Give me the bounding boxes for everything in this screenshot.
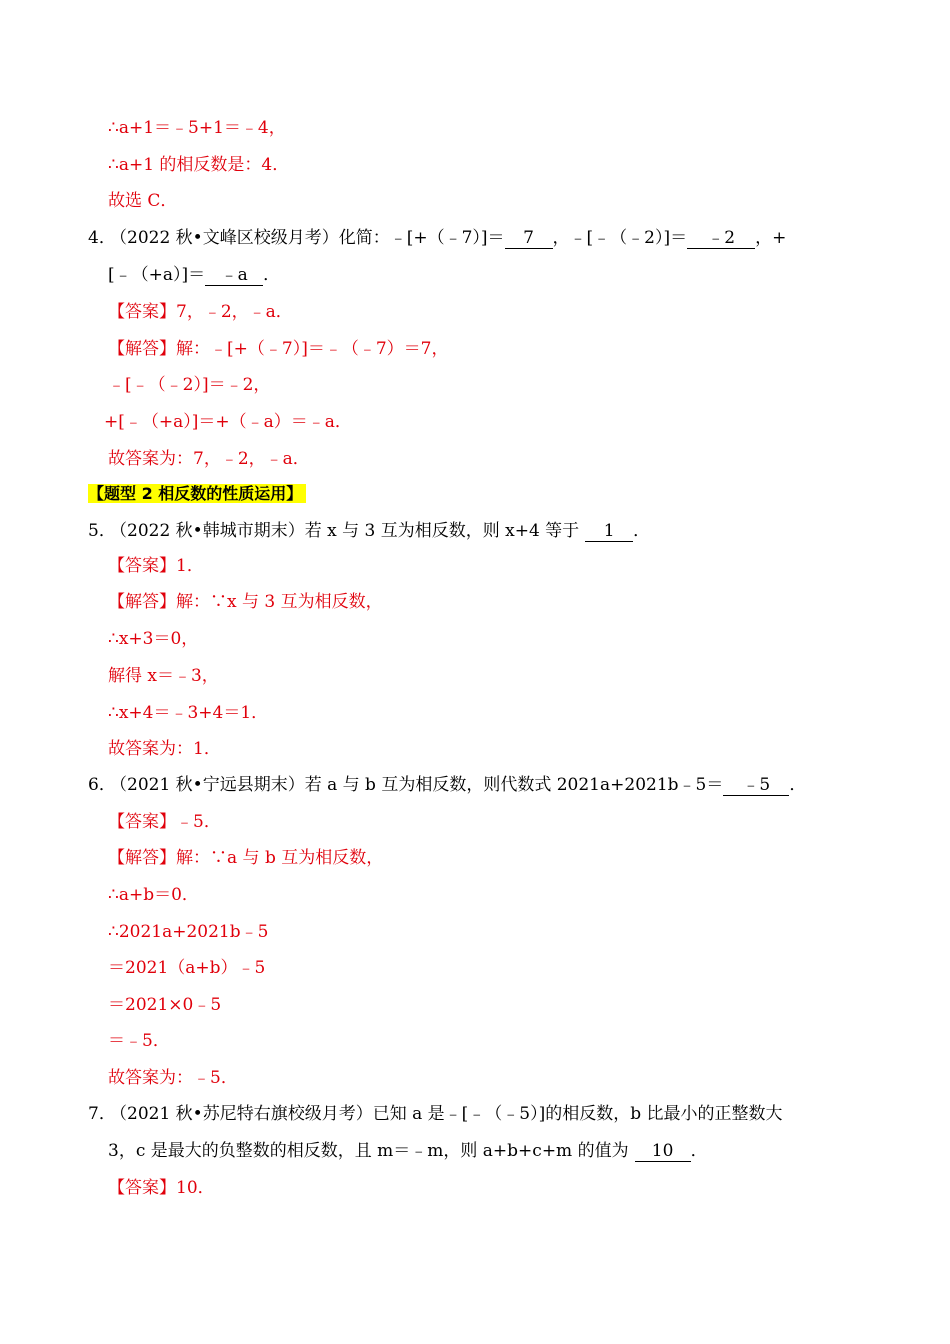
solution-line: 故答案为：7，﹣2，﹣a． <box>108 449 310 469</box>
question-text: [﹣（+a）]＝ <box>108 265 206 285</box>
question-text: ． <box>633 521 651 541</box>
question-4-continued <box>108 263 280 287</box>
solution-line: 【解答】解：∵x 与 3 互为相反数， <box>108 592 383 612</box>
answer-blank: ﹣a <box>205 265 263 286</box>
question-text: ，+ <box>755 228 787 248</box>
solution-line: 【解答】解：﹣[+（﹣7）]＝﹣（﹣7）＝7， <box>108 339 449 359</box>
question-text: ． <box>263 265 281 285</box>
question-number: 7． <box>88 1104 116 1124</box>
solution-line: 解得 x＝﹣3， <box>108 666 219 686</box>
solution-line: ＝﹣5． <box>108 1031 170 1051</box>
answer-line: 【答案】1． <box>108 556 204 576</box>
answer-blank: ﹣2 <box>687 228 755 249</box>
question-number: 5． <box>88 521 116 541</box>
answer-line: 【答案】7，﹣2，﹣a． <box>108 302 293 322</box>
question-text: （2021 秋•宁远县期末）若 a 与 b 互为相反数，则代数式 2021a+2021b﹣5＝ <box>110 775 724 795</box>
solution-line: ﹣[﹣（﹣2）]＝﹣2， <box>108 375 271 395</box>
answer-blank: 1 <box>585 521 633 542</box>
question-text: （2022 秋•文峰区校级月考）化简：﹣[+（﹣7）]＝ <box>110 228 505 248</box>
section-title: 【题型 2 相反数的性质运用】 <box>88 484 306 503</box>
solution-line: ＝2021（a+b）﹣5 <box>108 958 266 978</box>
answer-blank: ﹣5 <box>723 775 789 796</box>
question-5 <box>88 519 650 543</box>
question-6 <box>88 773 806 797</box>
solution-line: 故选 C． <box>108 191 178 211</box>
answer-blank: 10 <box>635 1141 691 1162</box>
question-number: 6． <box>88 775 116 795</box>
answer-line: 【答案】﹣5． <box>108 812 221 832</box>
question-text: ，﹣[﹣（﹣2）]＝ <box>552 228 688 248</box>
question-7 <box>88 1102 783 1126</box>
solution-line: +[﹣（+a）]＝+（﹣a）＝﹣a． <box>104 412 352 432</box>
question-number: 4． <box>88 228 116 248</box>
solution-line: ∴2021a+2021b﹣5 <box>108 922 269 942</box>
solution-line: 【解答】解：∵a 与 b 互为相反数， <box>108 848 384 868</box>
solution-line: ∴x+3＝0， <box>108 629 199 649</box>
question-text: ． <box>690 1141 708 1161</box>
solution-line: ∴a+1＝﹣5+1＝﹣4， <box>108 118 286 138</box>
question-4 <box>88 226 786 250</box>
solution-line: ＝2021×0﹣5 <box>108 995 222 1015</box>
question-text: （2021 秋•苏尼特右旗校级月考）已知 a 是﹣[﹣（﹣5）]的相反数，b 比最小的正整数大 <box>110 1104 783 1124</box>
solution-line: 故答案为：﹣5． <box>108 1068 238 1088</box>
question-text: （2022 秋•韩城市期末）若 x 与 3 互为相反数，则 x+4 等于 <box>110 521 580 541</box>
answer-blank: 7 <box>505 228 553 249</box>
question-7-continued <box>108 1139 708 1163</box>
section-heading <box>88 482 306 506</box>
solution-line: ∴x+4＝﹣3+4＝1． <box>108 703 269 723</box>
question-text: 3，c 是最大的负整数的相反数，且 m＝﹣m，则 a+b+c+m 的值为 <box>108 1141 629 1161</box>
solution-line: 故答案为：1． <box>108 739 221 759</box>
question-text: ． <box>789 775 807 795</box>
solution-line: ∴a+1 的相反数是：4． <box>108 155 290 175</box>
solution-line: ∴a+b＝0． <box>108 885 199 905</box>
answer-line: 【答案】10． <box>108 1178 215 1198</box>
